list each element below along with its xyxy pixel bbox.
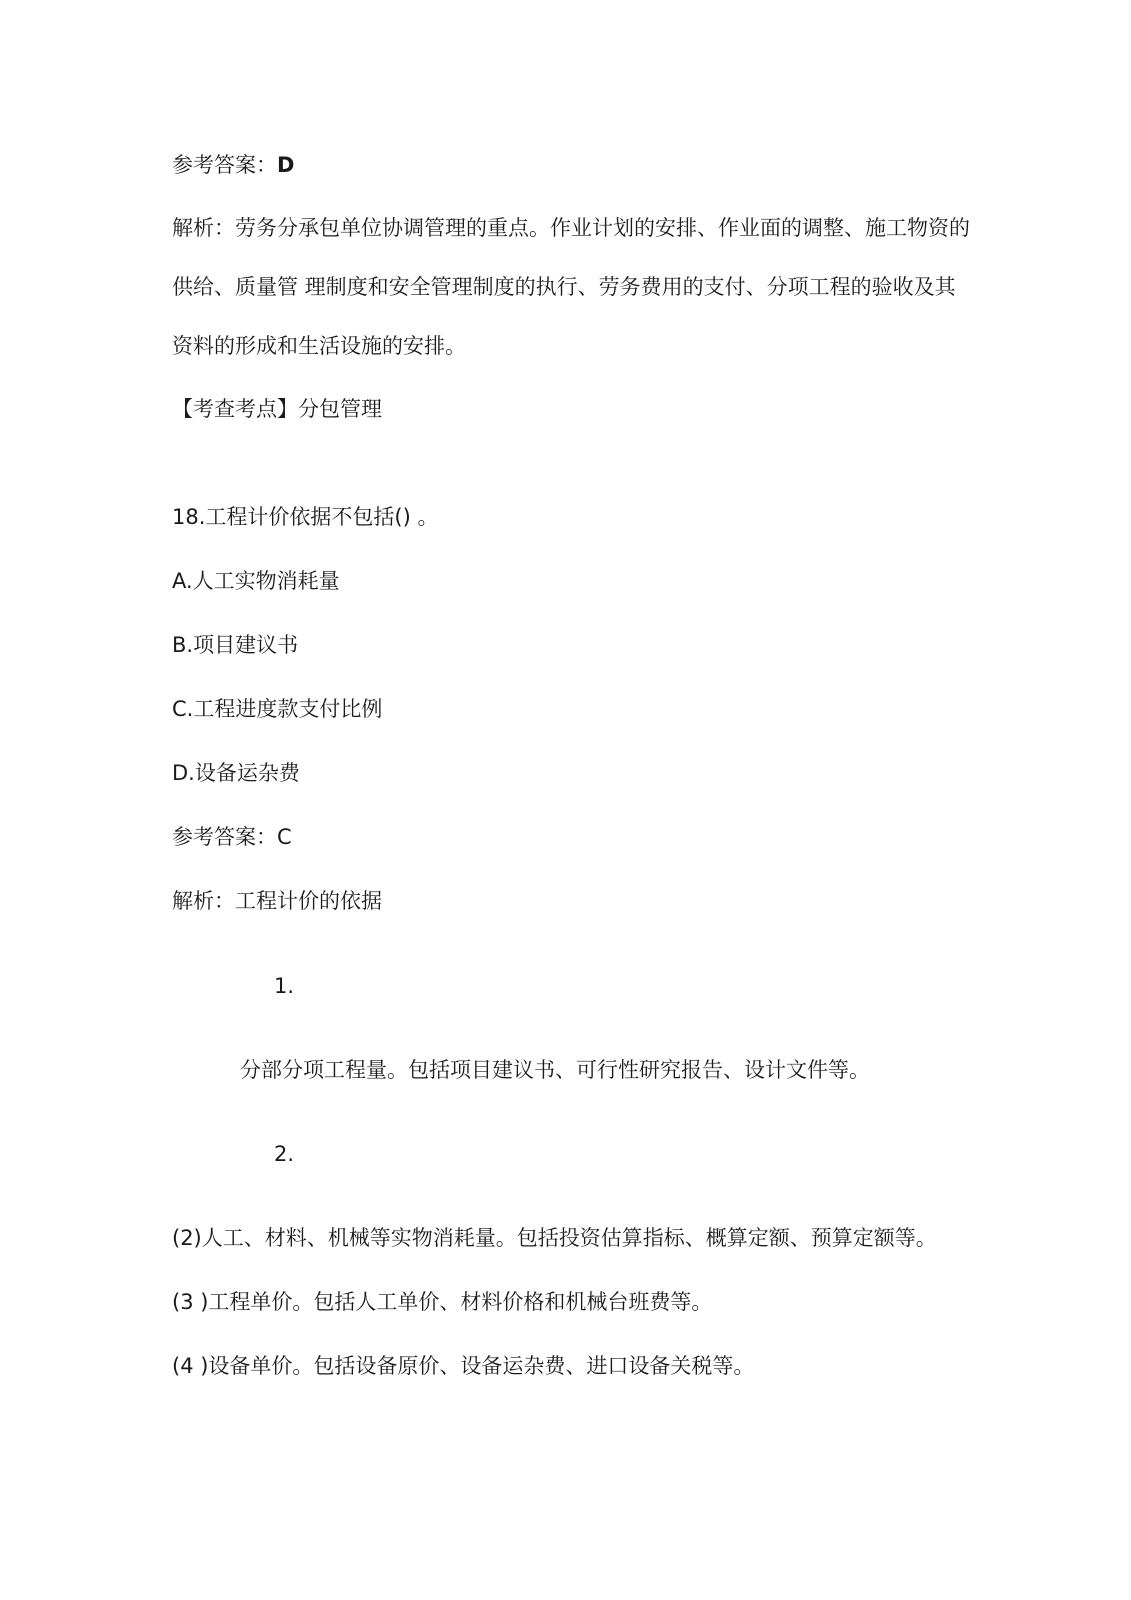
q17-analysis-line-3: 资料的形成和生活设施的安排。 — [172, 334, 466, 358]
q17-answer — [172, 150, 294, 180]
q18-answer: 参考答案：C — [172, 825, 292, 849]
answer-label: 参考答案： — [172, 153, 277, 177]
q18-option-a: A.人工实物消耗量 — [172, 569, 340, 593]
q17-analysis-line-1: 解析：劳务分承包单位协调管理的重点。作业计划的安排、作业面的调整、施工物资的 — [172, 216, 970, 240]
q18-option-d: D.设备运杂费 — [172, 761, 300, 785]
q18-question: 18.工程计价依据不包括() 。 — [172, 505, 439, 529]
q17-analysis-line-2: 供给、质量管 理制度和安全管理制度的执行、劳务费用的支付、分项工程的验收及其 — [172, 275, 956, 299]
q18-option-b: B.项目建议书 — [172, 633, 299, 657]
item-4: (4 )设备单价。包括设备原价、设备运杂费、进口设备关税等。 — [172, 1354, 755, 1378]
answer-value: D — [277, 153, 295, 177]
list-text-1: 分部分项工程量。包括项目建议书、可行性研究报告、设计文件等。 — [240, 1058, 870, 1082]
q18-analysis-title: 解析：工程计价的依据 — [172, 889, 382, 913]
q18-option-c: C.工程进度款支付比例 — [172, 697, 383, 721]
list-number-2: 2. — [274, 1142, 295, 1166]
item-3: (3 )工程单价。包括人工单价、材料价格和机械台班费等。 — [172, 1290, 713, 1314]
list-number-1: 1. — [274, 974, 295, 998]
q17-key-point: 【考查考点】分包管理 — [172, 397, 382, 421]
item-2: (2)人工、材料、机械等实物消耗量。包括投资估算指标、概算定额、预算定额等。 — [172, 1226, 937, 1250]
